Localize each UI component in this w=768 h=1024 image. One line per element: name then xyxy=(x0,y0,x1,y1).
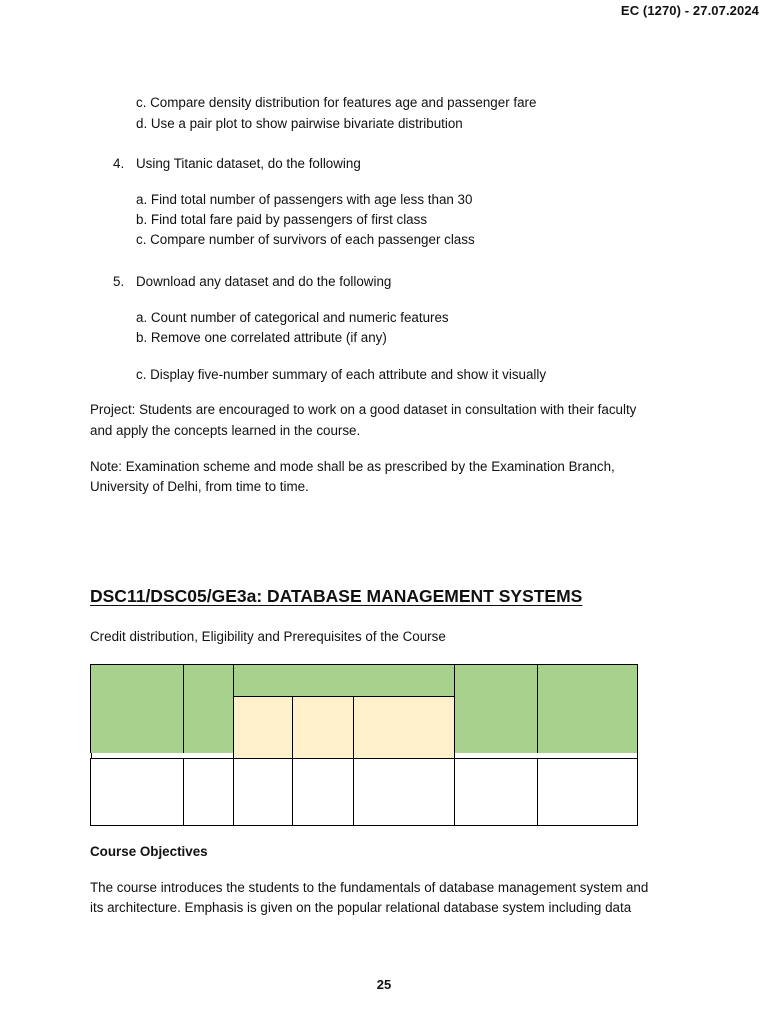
course-objectives-line-1: The course introduces the students to the fundamentals of database management system and xyxy=(90,880,649,895)
table-cell-credits xyxy=(183,758,234,826)
list-item-5a: a. Count number of categorical and numeric features xyxy=(136,310,449,325)
page-number: 25 xyxy=(376,977,392,992)
list-item-3d: d. Use a pair plot to show pairwise bivariate distribution xyxy=(136,116,463,131)
table-cell-tutorial xyxy=(292,758,354,826)
list-number-5: 5. xyxy=(113,274,125,289)
list-item-5-text: Download any dataset and do the following xyxy=(136,274,392,289)
table-subheader-tutorial xyxy=(292,696,354,759)
list-item-4-text: Using Titanic dataset, do the following xyxy=(136,156,361,171)
table-cell-eligibility xyxy=(454,758,538,826)
table-header-eligibility xyxy=(454,664,538,753)
table-cell-lecture xyxy=(233,758,293,826)
table-header-credit-distribution xyxy=(233,664,455,697)
table-subheader-lecture xyxy=(233,696,293,759)
project-note-line-1: Project: Students are encouraged to work on a good dataset in consultation with their faculty xyxy=(90,402,637,417)
table-header-prerequisite xyxy=(537,664,638,753)
credit-caption: Credit distribution, Eligibility and Prerequisites of the Course xyxy=(90,629,446,644)
exam-note-line-2: University of Delhi, from time to time. xyxy=(90,479,309,494)
table-header-course-title xyxy=(90,664,184,753)
list-item-3c: c. Compare density distribution for features age and passenger fare xyxy=(136,95,537,110)
list-item-4c: c. Compare number of survivors of each passenger class xyxy=(136,232,475,247)
list-item-4b: b. Find total fare paid by passengers of first class xyxy=(136,212,428,227)
table-cell-practical xyxy=(353,758,455,826)
page-header-reference: EC (1270) - 27.07.2024 xyxy=(620,3,759,18)
list-item-4a: a. Find total number of passengers with age less than 30 xyxy=(136,192,473,207)
exam-note-line-1: Note: Examination scheme and mode shall be as prescribed by the Examination Branch, xyxy=(90,459,615,474)
list-item-5b: b. Remove one correlated attribute (if any) xyxy=(136,330,387,345)
list-item-5c: c. Display five-number summary of each attribute and show it visually xyxy=(136,367,547,382)
table-cell-course-title xyxy=(90,758,184,826)
course-objectives-heading: Course Objectives xyxy=(90,844,208,859)
credit-distribution-table xyxy=(90,664,638,826)
table-subheader-practical xyxy=(353,696,455,759)
list-number-4: 4. xyxy=(113,156,125,171)
table-header-credits xyxy=(183,664,234,753)
table-cell-prerequisite xyxy=(537,758,638,826)
course-objectives-line-2: its architecture. Emphasis is given on the popular relational database system including data xyxy=(90,900,632,915)
project-note-line-2: and apply the concepts learned in the course. xyxy=(90,423,361,438)
section-title: DSC11/DSC05/GE3a: DATABASE MANAGEMENT SYSTEMS xyxy=(90,586,583,606)
